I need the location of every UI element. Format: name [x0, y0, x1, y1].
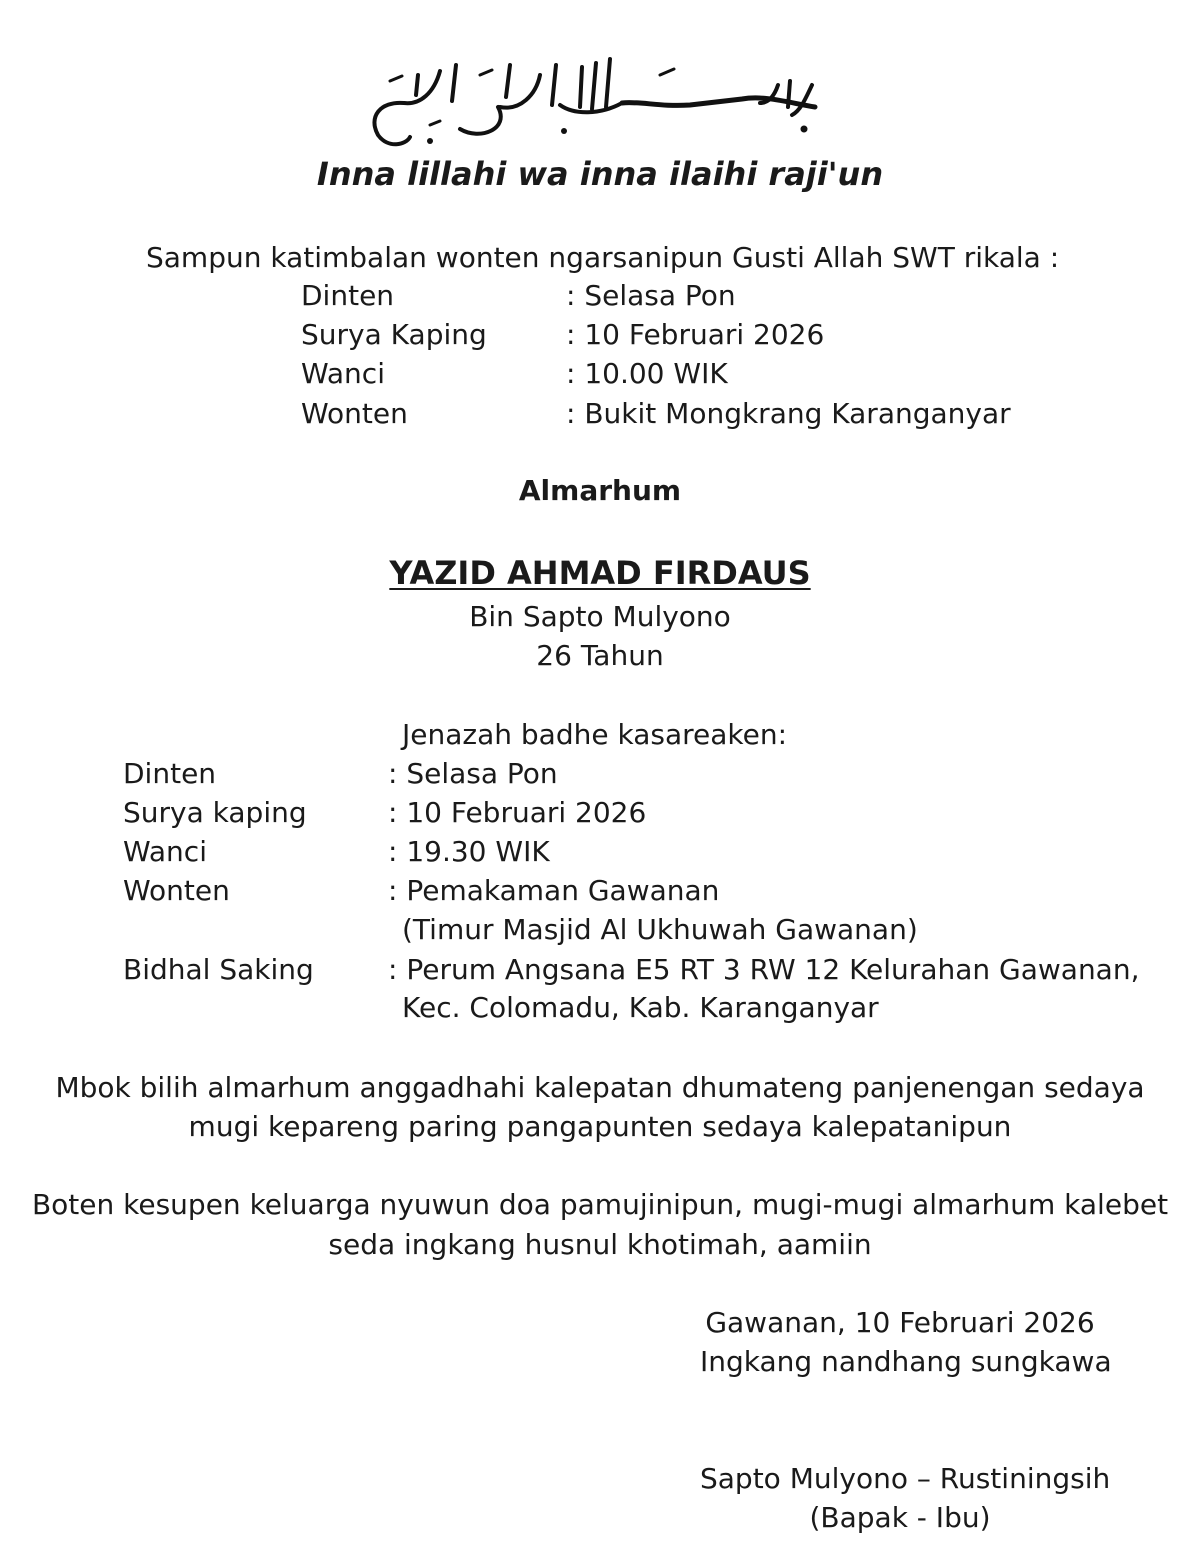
heading-inna-lillahi: Inna lillahi wa inna ilaihi raji'un — [316, 155, 884, 193]
signoff-relation: (Bapak - Ibu) — [809, 1501, 991, 1534]
intro-text: Sampun katimbalan wonten ngarsanipun Gusti Allah SWT rikala : — [146, 241, 1060, 274]
signoff-place-date: Gawanan, 10 Februari 2026 — [705, 1306, 1095, 1339]
death-value-wonten: : Bukit Mongkrang Karanganyar — [566, 397, 1011, 430]
signoff-mourning: Ingkang nandhang sungkawa — [700, 1345, 1112, 1378]
burial-value-dinten: : Selasa Pon — [388, 757, 558, 790]
death-label-dinten: Dinten — [301, 279, 395, 312]
burial-value-bidhal-saking: : Perum Angsana E5 RT 3 RW 12 Kelurahan Gawanan, — [388, 953, 1140, 986]
signoff-names: Sapto Mulyono – Rustiningsih — [700, 1462, 1111, 1495]
burial-label-dinten: Dinten — [123, 757, 217, 790]
deceased-age: 26 Tahun — [536, 639, 664, 672]
burial-intro: Jenazah badhe kasareaken: — [402, 718, 787, 751]
deceased-name-wrap — [0, 553, 1200, 593]
death-label-wanci: Wanci — [301, 357, 385, 390]
apology-line-2: mugi kepareng paring pangapunten sedaya kalepatanipun — [188, 1110, 1012, 1143]
death-value-dinten: : Selasa Pon — [566, 279, 736, 312]
deceased-lineage: Bin Sapto Mulyono — [469, 600, 731, 633]
burial-value-wonten-detail: (Timur Masjid Al Ukhuwah Gawanan) — [402, 913, 918, 946]
deceased-name: YAZID AHMAD FIRDAUS — [389, 554, 811, 592]
burial-label-bidhal-saking: Bidhal Saking — [123, 953, 314, 986]
burial-label-wanci: Wanci — [123, 835, 207, 868]
death-value-wanci: : 10.00 WIK — [566, 357, 728, 390]
death-label-wonten: Wonten — [301, 397, 408, 430]
basmala-calligraphy — [360, 45, 820, 155]
burial-label-surya-kaping: Surya kaping — [123, 796, 307, 829]
burial-value-wonten: : Pemakaman Gawanan — [388, 874, 720, 907]
burial-label-wonten: Wonten — [123, 874, 230, 907]
burial-value-wanci: : 19.30 WIK — [388, 835, 550, 868]
death-label-surya-kaping: Surya Kaping — [301, 318, 487, 351]
death-value-surya-kaping: : 10 Februari 2026 — [566, 318, 825, 351]
burial-value-bidhal-saking-detail: Kec. Colomadu, Kab. Karanganyar — [402, 991, 879, 1024]
apology-line-1: Mbok bilih almarhum anggadhahi kalepatan dhumateng panjenengan sedaya — [55, 1071, 1145, 1104]
burial-value-surya-kaping: : 10 Februari 2026 — [388, 796, 647, 829]
prayer-line-2: seda ingkang husnul khotimah, aamiin — [328, 1228, 872, 1261]
title-almarhum: Almarhum — [518, 474, 682, 507]
prayer-line-1: Boten kesupen keluarga nyuwun doa pamujinipun, mugi-mugi almarhum kalebet — [31, 1188, 1169, 1221]
